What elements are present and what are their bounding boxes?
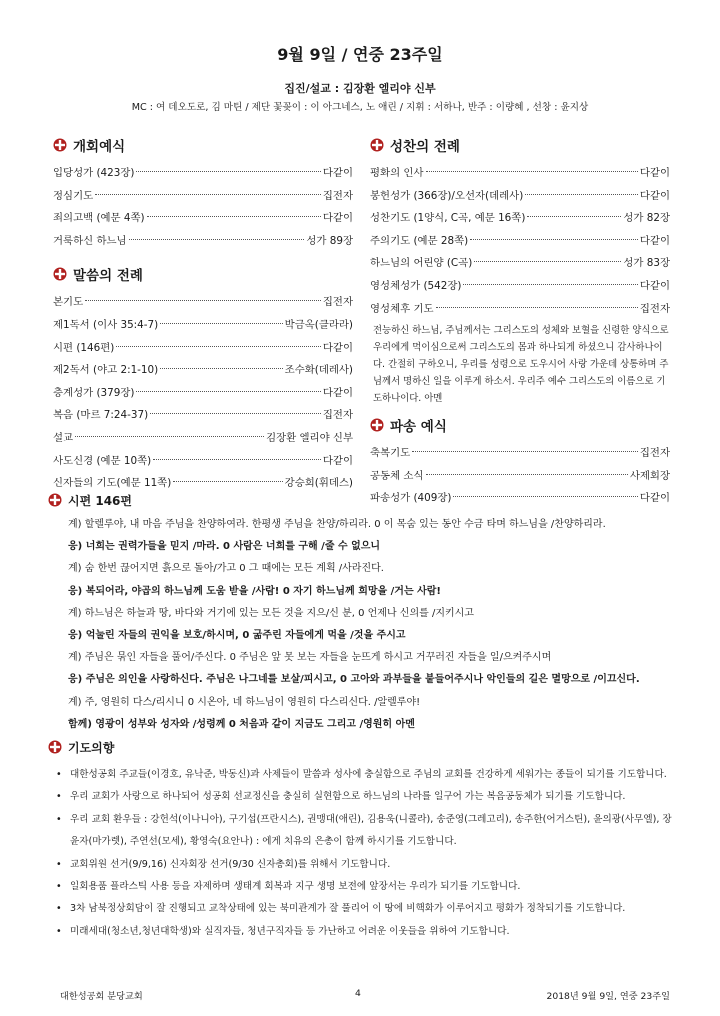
cross-icon	[53, 138, 67, 152]
dot-leader	[525, 194, 638, 195]
dot-leader	[150, 413, 321, 414]
item-label: 주의기도 (예문 28쪽)	[370, 234, 469, 247]
cross-icon	[53, 267, 67, 281]
footer-church: 대한성공회 분당교회	[60, 991, 143, 1002]
psalm-section	[48, 488, 678, 736]
item-label: 복음 (마르 7:24-37)	[53, 409, 149, 422]
opening-list	[53, 162, 353, 252]
intention-item: • 3차 남북정상회담이 잘 진행되고 교착상태에 있는 북미관계가 잘 풀리어 이 땅에 비핵화가 이루어지고 평화가 정착되기를 기도합니다.	[48, 898, 678, 920]
item-label: 설교	[53, 431, 74, 444]
order-item	[370, 442, 670, 465]
dot-leader	[85, 300, 321, 301]
item-responder: 다같이	[322, 212, 353, 225]
psalm-verse: 함께) 영광이 성부와 성자와 /성령께 0 처음과 같이 지금도 그리고 /영원히 아멘	[68, 718, 415, 730]
right-column	[370, 133, 670, 510]
item-responder: 집전자	[322, 189, 353, 202]
dot-leader	[463, 284, 637, 285]
intention-item: • 일회용품 플라스틱 사용 등을 자제하며 생태계 회복과 지구 생명 보전에 앞장서는 우리가 되기를 기도합니다.	[48, 876, 678, 898]
section-title: 기도의향	[68, 740, 115, 755]
psalm-verse: 계) 하느님은 하늘과 땅, 바다와 거기에 있는 모든 것을 지으/신 분, 0 언제나 신의를 /지키시고	[68, 607, 474, 619]
word-list	[53, 291, 353, 494]
item-responder: 다같이	[322, 167, 353, 179]
dot-leader	[136, 171, 320, 172]
item-label: 시편 (146편)	[53, 341, 115, 354]
item-label: 공동체 소식	[370, 469, 424, 482]
item-label: 영성체후 기도	[370, 302, 434, 315]
dot-leader	[75, 436, 264, 437]
item-responder: 사제회장	[629, 469, 670, 482]
item-responder: 집전자	[639, 447, 670, 460]
section-title: 말씀의 전례	[73, 268, 143, 285]
psalm-verse: 응) 주님은 의인을 사랑하신다. 주님은 나그네를 보살/피시고, 0 고아와 과부들을 붙들어주시나 악인들의 길은 멸망으로 /이끄신다.	[68, 674, 640, 686]
officiant-line: 집진/설교 : 김장환 엘리야 신부	[284, 82, 436, 95]
dot-leader	[95, 194, 321, 195]
item-responder: 다같이	[639, 234, 670, 247]
order-item	[53, 404, 353, 427]
order-item	[53, 291, 353, 314]
order-item	[53, 359, 353, 382]
psalm-verse: 응) 너희는 권력가들을 믿지 /마라. 0 사람은 너희를 구해 /줄 수 없으니	[68, 541, 381, 553]
order-item	[53, 162, 353, 185]
intention-item: • 대한성공회 주교들(이경호, 유낙준, 박동신)과 사제들이 말씀과 성사에 충실함으로 주님의 교회를 건강하게 세워가는 종들이 되기를 기도합니다.	[48, 764, 678, 786]
intention-item: • 우리 교회가 사랑으로 하나되어 성공회 선교정신을 충실히 실현함으로 하느님의 나라를 일구어 가는 복음공동체가 되기를 기도합니다.	[48, 786, 678, 808]
post-communion-prayer: 전능하신 하느님, 주님께서는 그리스도의 성체와 보혈을 신령한 양식으로 우리에게 먹이심으로써 그리스도의 몸과 하나되게 하셨으니 감사하나이다. 간절히 구하오니, 우리를 성령으로 도우시어 사랑 가운데 상통하며 주님께서 명하신 일을 이루게 하소서. 우리주 예수 그리스도의 이름으로 기도하나이다. 아멘	[373, 325, 669, 405]
cross-icon	[370, 138, 384, 152]
item-label: 정심기도	[53, 189, 94, 202]
order-item	[53, 450, 353, 473]
item-responder: 집전자	[322, 296, 353, 309]
item-responder: 집전자	[322, 409, 353, 422]
order-item	[53, 382, 353, 405]
intentions-list	[48, 764, 678, 943]
item-responder: 다같이	[639, 279, 670, 292]
order-item	[370, 252, 670, 275]
psalm-verse: 응) 복되어라, 야곱의 하느님께 도움 받을 /사람! 0 자기 하느님께 희망을 /거는 사람!	[68, 585, 441, 597]
section-eucharist	[370, 133, 670, 157]
item-responder: 다같이	[322, 386, 353, 399]
psalm-verse: 계) 할렐루야, 내 마음 주님을 찬양하여라. 한평생 주님을 찬양/하리라. 0 이 목숨 있는 동안 수금 타며 하느님을 /찬양하리라.	[68, 519, 606, 530]
item-label: 신자들의 기도(예문 11쪽)	[53, 477, 172, 490]
item-responder: 다같이	[322, 341, 353, 354]
item-responder: 성가 82장	[623, 212, 670, 225]
item-responder: 다같이	[639, 167, 670, 179]
section-title: 개회예식	[73, 139, 126, 155]
section-psalm	[48, 488, 678, 512]
footer-page-number: 4	[355, 988, 361, 999]
cross-icon	[48, 493, 62, 507]
dot-leader	[426, 474, 628, 475]
footer-date: 2018년 9월 9일, 연중 23주일	[546, 991, 670, 1002]
intention-item: • 우리 교회 환우들 : 강헌석(이나니아), 구기섭(프란시스), 권맹대(애린), 김용욱(니콜라), 송준영(그레고리), 송주한(어거스틴), 윤의광(사무엘), 장윤자(마가렛), 주연선(모세), 황영숙(요안나) : 에게 치유의 은총이 함께 하시기를 기도합니다.	[48, 809, 678, 854]
section-title: 성찬의 전례	[390, 139, 460, 155]
dot-leader	[129, 239, 305, 240]
item-label: 입당성가 (423장)	[53, 167, 135, 179]
item-responder: 다같이	[639, 492, 670, 505]
psalm-verse: 계) 주님은 묶인 자들을 풀어/주신다. 0 주님은 앞 못 보는 자들을 눈뜨게 하시고 거꾸러진 자들을 일/으켜주시며	[68, 652, 552, 664]
section-dismissal	[370, 413, 670, 437]
section-word	[53, 262, 353, 286]
order-item	[370, 298, 670, 321]
item-label: 제1독서 (이사 35:4-7)	[53, 318, 159, 331]
dot-leader	[412, 451, 638, 452]
dot-leader	[153, 459, 321, 460]
eucharist-list	[370, 162, 670, 320]
order-item	[370, 230, 670, 253]
item-label: 제2독서 (야고 2:1-10)	[53, 364, 159, 377]
order-item	[370, 275, 670, 298]
dot-leader	[470, 239, 638, 240]
item-responder: 박금옥(클라라)	[284, 318, 353, 331]
item-responder: 다같이	[322, 454, 353, 467]
psalm-verse: 계) 주, 영원히 다스/리시니 0 시온아, 네 하느님이 영원히 다스리신다. /알렐루야!	[68, 696, 421, 708]
dot-leader	[116, 346, 321, 347]
item-label: 하느님의 어린양 (C곡)	[370, 257, 473, 270]
cross-icon	[370, 418, 384, 432]
dot-leader	[160, 323, 282, 324]
cross-icon	[48, 740, 62, 754]
item-responder: 조수화(데레사)	[284, 364, 353, 377]
item-responder: 집전자	[639, 302, 670, 315]
section-opening	[53, 133, 353, 157]
dot-leader	[173, 481, 282, 482]
item-responder: 성가 89장	[306, 234, 353, 247]
item-label: 층계성가 (379장)	[53, 386, 135, 399]
dot-leader	[426, 171, 638, 172]
page-title: 9월 9일 / 연중 23주일	[277, 45, 443, 64]
intention-item: • 교회위원 선거(9/9,16) 신자회장 선거(9/30 신자총회)를 위해서 기도합니다.	[48, 854, 678, 876]
dot-leader	[436, 307, 638, 308]
item-label: 거룩하신 하느님	[53, 234, 127, 247]
order-item	[370, 207, 670, 230]
intentions-section	[48, 735, 678, 943]
item-label: 봉헌성가 (366장)/오선자(데레사)	[370, 189, 524, 202]
order-item	[370, 162, 670, 185]
order-item	[53, 337, 353, 360]
psalm-lines	[48, 514, 678, 736]
order-item	[53, 427, 353, 450]
order-item	[370, 185, 670, 208]
order-item	[53, 230, 353, 253]
item-responder: 다같이	[639, 189, 670, 202]
order-item	[370, 465, 670, 488]
staff-line: MC : 여 데오도로, 김 마틴 / 제단 꽃꽂이 : 이 아그네스, 노 애린 / 지휘 : 서하나, 반주 : 이량혜 , 선창 : 윤지상	[131, 102, 589, 113]
item-label: 영성체성가 (542장)	[370, 279, 462, 292]
order-item	[53, 207, 353, 230]
section-intentions	[48, 735, 678, 759]
intention-item: • 미래세대(청소년,청년대학생)와 실직자들, 청년구직자들 등 가난하고 어려운 이웃들을 위하여 기도합니다.	[48, 921, 678, 943]
dot-leader	[160, 368, 282, 369]
psalm-verse: 응) 억눌린 자들의 권익을 보호/하시며, 0 굶주린 자들에게 먹을 /것을 주시고	[68, 629, 406, 641]
dot-leader	[136, 391, 320, 392]
item-label: 축복기도	[370, 447, 411, 460]
item-responder: 성가 83장	[623, 257, 670, 270]
order-item	[53, 185, 353, 208]
item-label: 본기도	[53, 296, 84, 309]
item-label: 성찬기도 (1양식, C곡, 예문 16쪽)	[370, 212, 526, 225]
left-column	[53, 133, 353, 495]
item-label: 평화의 인사	[370, 167, 424, 179]
item-responder: 강승희(휘데스)	[284, 477, 353, 490]
dot-leader	[147, 216, 321, 217]
dot-leader	[474, 261, 621, 262]
dot-leader	[527, 216, 621, 217]
item-label: 사도신경 (예문 10쪽)	[53, 454, 152, 467]
psalm-verse: 계) 숨 한번 끊어지면 흙으로 돌아/가고 0 그 때에는 모든 계획 /사라진다.	[68, 563, 384, 575]
section-title: 시편 146편	[68, 493, 133, 508]
item-label: 죄의고백 (예문 4쪽)	[53, 212, 145, 225]
section-title: 파송 예식	[390, 419, 447, 436]
item-label: 파송성가 (409장)	[370, 492, 452, 505]
order-item	[53, 314, 353, 337]
item-responder: 김장환 엘리야 신부	[266, 431, 353, 444]
